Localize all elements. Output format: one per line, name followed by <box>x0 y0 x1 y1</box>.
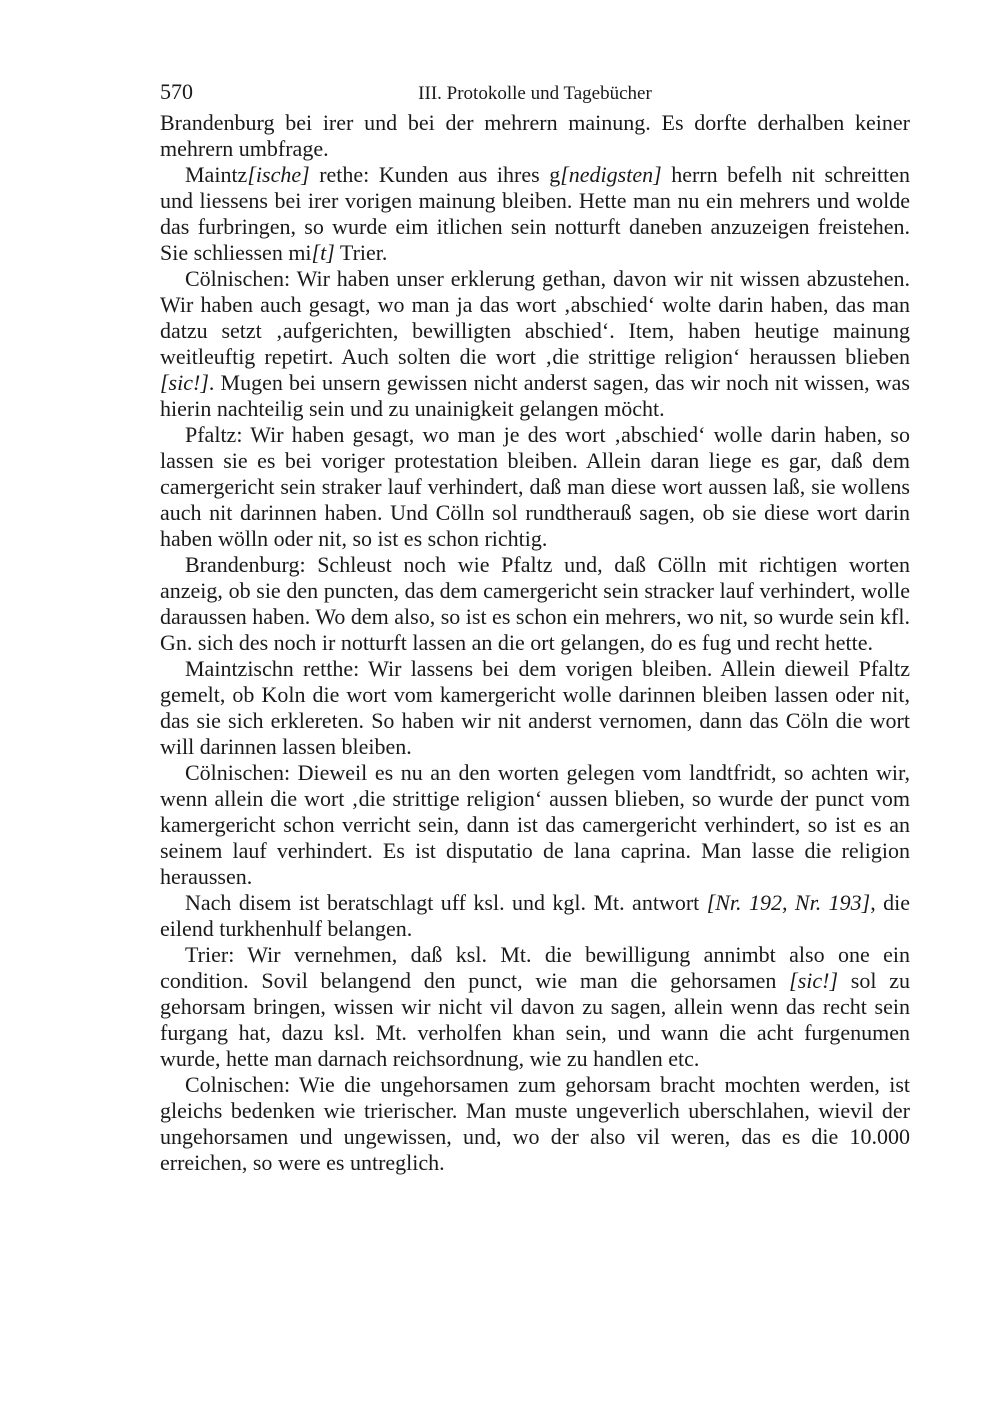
text-segment: Trier: Wir vernehmen, daß ksl. Mt. die bewilligung annimbt also one ein condition. Sovil belangend den punct, wie man die gehorsamen <box>160 942 910 993</box>
text-segment: Maintz <box>185 162 248 187</box>
paragraph <box>160 760 910 890</box>
editorial-annotation: [Nr. 192, Nr. 193] <box>706 890 871 915</box>
paragraph <box>160 162 910 266</box>
paragraph <box>160 422 910 552</box>
editorial-annotation: [nedigsten] <box>560 162 662 187</box>
text-segment: Trier. <box>334 240 388 265</box>
page-header <box>160 78 910 110</box>
paragraph <box>160 656 910 760</box>
paragraph <box>160 1072 910 1176</box>
text-segment: Nach disem ist beratschlagt uff ksl. und kgl. Mt. antwort <box>185 890 707 915</box>
document-page <box>160 78 910 1176</box>
paragraph <box>160 552 910 656</box>
text-segment: Brandenburg: Schleust noch wie Pfaltz und, daß Cölln mit richtigen worten anzeig, ob sie den puncten, das dem camergericht sein stracker lauf verhindert, wolle daraussen haben. Wo dem also, so ist es schon ein mehrers, wo nit, so wurde sein kfl. Gn. sich des noch ir notturft lassen an die ort gelangen, do es fug und recht hette. <box>160 552 910 655</box>
text-segment: rethe: Kunden aus ihres g <box>309 162 561 187</box>
page-number: 570 <box>160 79 193 104</box>
text-segment: Maintzischn retthe: Wir lassens bei dem vorigen bleiben. Allein dieweil Pfaltz gemelt, ob Koln die wort vom kamergericht wolle darinnen bleiben lassen oder nit, das sie sich erklereten. So haben wir nit anderst vernomen, dann das Cöln die wort will darinnen lassen bleiben. <box>160 656 910 759</box>
paragraph <box>160 942 910 1072</box>
paragraph <box>160 110 910 162</box>
editorial-annotation: [ische] <box>247 162 310 187</box>
text-segment: , die eilend turkhenhulf belangen. <box>160 890 910 941</box>
body-text <box>160 110 910 1176</box>
text-segment: . Mugen bei unsern gewissen nicht anderst sagen, das wir noch nit wissen, was hierin nachteilig sein und zu unainigkeit gelangen möcht. <box>160 370 910 421</box>
text-segment: sol zu gehorsam bringen, wissen wir nicht vil davon zu sagen, allein wenn das recht sein furgang hat, dazu ksl. Mt. verholfen khan sein, und wann die acht furgenumen wurde, hette man darnach reichsordnung, wie zu handlen etc. <box>160 968 910 1071</box>
paragraph <box>160 266 910 422</box>
editorial-annotation: [t] <box>311 240 335 265</box>
running-title: III. Protokolle und Tagebücher <box>418 83 652 104</box>
text-segment: herrn befelh nit schreitten und liessens bei irer vorigen mainung bleiben. Hette man nu ein mehrers und wolde das furbringen, so wurde eim itlichen sein notturft daneben anzuzeigen freistehen. Sie schliessen mi <box>160 162 910 265</box>
text-segment: Pfaltz: Wir haben gesagt, wo man je des wort ‚abschied‘ wolle darin haben, so lassen sie es bei voriger protestation bleiben. Allein daran liege es gar, daß dem camergericht sein straker lauf verhindert, daß man diese wort aussen laß, sie wollens auch nit darinnen haben. Und Cölln sol rundtherauß sagen, ob sie diese wort darin haben wölln oder nit, so ist es schon richtig. <box>160 422 910 551</box>
paragraph <box>160 890 910 942</box>
text-segment: Cölnischen: Wir haben unser erklerung gethan, davon wir nit wissen abzustehen. Wir haben auch gesagt, wo man ja das wort ‚abschied‘ wolte darin haben, das man datzu setzt ‚aufgerichten, bewilligten abschied‘. Item, haben heutige mainung weitleuftig repetirt. Auch solten die wort ‚die strittige religion‘ heraussen blieben <box>160 266 910 369</box>
editorial-annotation: [sic!] <box>160 370 209 395</box>
text-segment: Colnischen: Wie die ungehorsamen zum gehorsam bracht mochten werden, ist gleichs bedenken wie trierischer. Man muste ungeverlich uberschlahen, wievil der ungehorsamen und ungewissen, und, wo der also vil weren, das es die 10.000 erreichen, so were es untreglich. <box>160 1072 910 1175</box>
editorial-annotation: [sic!] <box>789 968 839 993</box>
text-segment: Cölnischen: Dieweil es nu an den worten gelegen vom landtfridt, so achten wir, wenn allein die wort ‚die strittige religion‘ aussen blieben, so wurde der punct vom kamergericht schon verricht sein, dann ist das camergericht verhindert, so ist es an seinem lauf verhindert. Es ist disputatio de lana caprina. Man lasse die religion heraussen. <box>160 760 910 889</box>
text-segment: Brandenburg bei irer und bei der mehrern mainung. Es dorfte derhalben keiner mehrern umbfrage. <box>160 110 910 161</box>
